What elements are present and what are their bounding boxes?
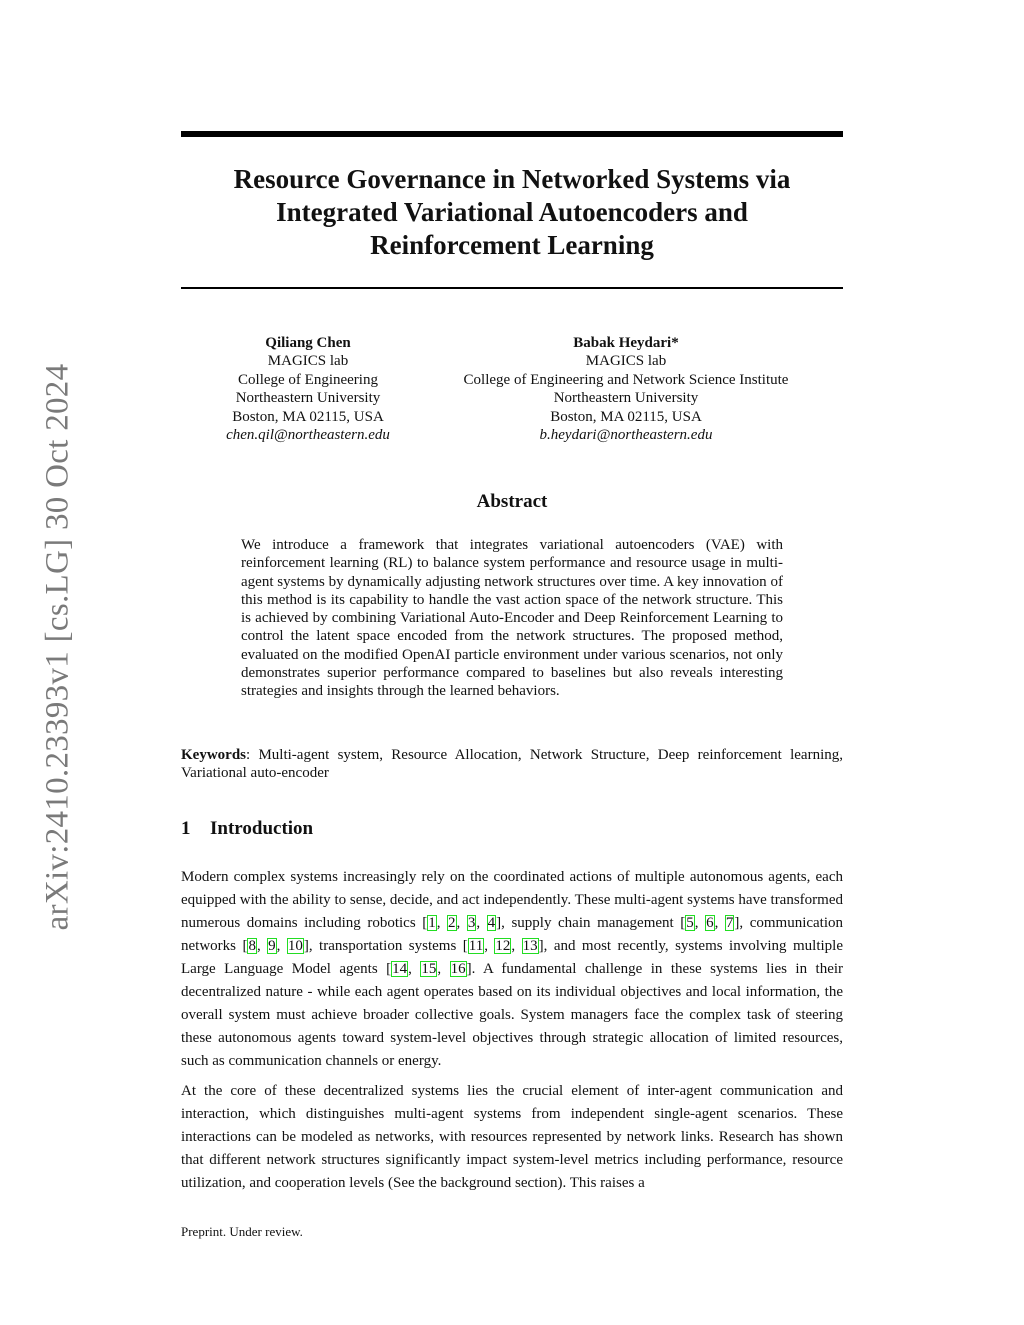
title-line: Reinforcement Learning bbox=[370, 230, 654, 260]
citation-link[interactable]: 15 bbox=[421, 961, 437, 977]
paragraph-text: Modern complex systems increasingly rely on the coordinated actions of multiple autonomous agents, each equipped with the ability to sense, decide, and act independently. These multi-agent systems have transformed numerous domains including robotics [ bbox=[181, 869, 843, 931]
paragraph-text: ], and most recently, systems involving multiple Large Language Model agents [ bbox=[181, 938, 843, 977]
abstract-heading: Abstract bbox=[476, 491, 548, 512]
keywords-text: : Multi-agent system, Resource Allocation, Network Structure, Deep reinforcement learning, Variational auto-encoder bbox=[181, 747, 843, 782]
citation-link[interactable]: 5 bbox=[686, 915, 694, 931]
paragraph-text: ], communication networks [ bbox=[181, 915, 844, 954]
title-top-rule bbox=[181, 131, 843, 137]
arxiv-identifier-stamp: arXiv:2410.23393v1 [cs.LG] 30 Oct 2024 bbox=[39, 363, 76, 931]
citation-link[interactable]: 12 bbox=[495, 938, 511, 954]
paper-title bbox=[181, 163, 843, 262]
citation-link[interactable]: 9 bbox=[268, 938, 276, 954]
author-block-2 bbox=[436, 334, 816, 444]
author-lab: MAGICS lab bbox=[585, 353, 667, 370]
paragraph-text: ], supply chain management [ bbox=[496, 915, 686, 931]
citation-link[interactable]: 16 bbox=[450, 961, 466, 977]
paragraph-text: ], transportation systems [ bbox=[303, 938, 468, 954]
citation-link[interactable]: 8 bbox=[248, 938, 256, 954]
citation-link[interactable]: 14 bbox=[392, 961, 408, 977]
citation-link[interactable]: 13 bbox=[522, 938, 538, 954]
citation-link[interactable]: 6 bbox=[706, 915, 714, 931]
intro-paragraph-1: Modern complex systems increasingly rely on the coordinated actions of multiple autonomous agents, each equipped with the ability to sense, decide, and act independently. These multi-agent systems have transformed numerous domains including robotics [1, 2, 3, 4], supply chain management [5, 6, 7], communication networks [8, 9, 10], transportation systems [11, 12, 13], and most recently, systems involving multiple Large Language Model agents [14, 15, 16]. A fundamental challenge in these systems lies in their decentralized nature - while each agent operates based on its individual objectives and local information, the overall system must achieve broader collective goals. System managers face the complex task of steering these autonomous agents toward system-level objectives through strategic allocation of limited resources, such as communication channels or energy. bbox=[181, 869, 844, 1069]
author-name: Qiliang Chen bbox=[265, 335, 351, 351]
citation-link[interactable]: 1 bbox=[428, 915, 436, 931]
citation-link[interactable]: 3 bbox=[467, 915, 476, 931]
citation-link[interactable]: 7 bbox=[725, 915, 734, 931]
author-address: Boston, MA 02115, USA bbox=[550, 408, 702, 425]
title-bottom-rule bbox=[181, 287, 843, 289]
keywords-label: Keywords bbox=[181, 747, 246, 763]
preprint-footer: Preprint. Under review. bbox=[181, 1224, 303, 1239]
author-block-1 bbox=[193, 334, 423, 444]
intro-paragraph-2: At the core of these decentralized systems lies the crucial element of inter-agent communication and interaction, which distinguishes multi-agent systems from independent single-agent scenarios. These interactions can be modeled as networks, with resources represented by network links. Research has shown that different network structures significantly impact system-level metrics including performance, resource utilization, and cooperation levels (See the background section). This raises a bbox=[181, 1083, 843, 1191]
author-college: College of Engineering and Network Science Institute bbox=[463, 371, 789, 388]
author-email[interactable]: b.heydari@northeastern.edu bbox=[539, 427, 713, 444]
section-number: 1 bbox=[181, 818, 191, 839]
author-college: College of Engineering bbox=[238, 371, 378, 388]
author-university: Northeastern University bbox=[235, 390, 381, 407]
author-lab: MAGICS lab bbox=[267, 353, 349, 370]
citation-link[interactable]: 10 bbox=[287, 938, 303, 954]
author-address: Boston, MA 02115, USA bbox=[232, 408, 384, 425]
title-line: Resource Governance in Networked Systems via bbox=[233, 164, 791, 194]
citation-link[interactable]: 11 bbox=[468, 938, 484, 954]
citation-link[interactable]: 4 bbox=[487, 915, 496, 931]
section-title: Introduction bbox=[210, 818, 314, 839]
keywords bbox=[181, 746, 843, 783]
paragraph-text: ]. A fundamental challenge in these systems lies in their decentralized nature - while each agent operates based on its individual objectives and local information, the overall system must achieve broader collective goals. System managers face the complex task of steering these autonomous agents toward system-level objectives through strategic allocation of limited resources, such as communication channels or energy. bbox=[181, 961, 844, 1069]
section-heading-introduction bbox=[181, 818, 313, 840]
title-line: Integrated Variational Autoencoders and bbox=[276, 197, 748, 227]
author-name: Babak Heydari* bbox=[573, 335, 679, 351]
citation-link[interactable]: 2 bbox=[448, 915, 456, 931]
author-email[interactable]: chen.qil@northeastern.edu bbox=[226, 427, 390, 444]
abstract-body: We introduce a framework that integrates variational autoencoders (VAE) with reinforcement learning (RL) to balance system performance and resource usage in multi-agent systems by dynamically adjusting network structures over time. A key innovation of this method is its capability to handle the vast action space of the network structure. This is achieved by combining Variational Auto-Encoder and Deep Reinforcement Learning to control the latent space encoded from the network structures. The proposed method, evaluated on the modified OpenAI particle environment under various scenarios, not only demonstrates superior performance compared to baselines but also reveals interesting strategies and insights through the learned behaviors. bbox=[241, 537, 783, 700]
author-university: Northeastern University bbox=[553, 390, 699, 407]
